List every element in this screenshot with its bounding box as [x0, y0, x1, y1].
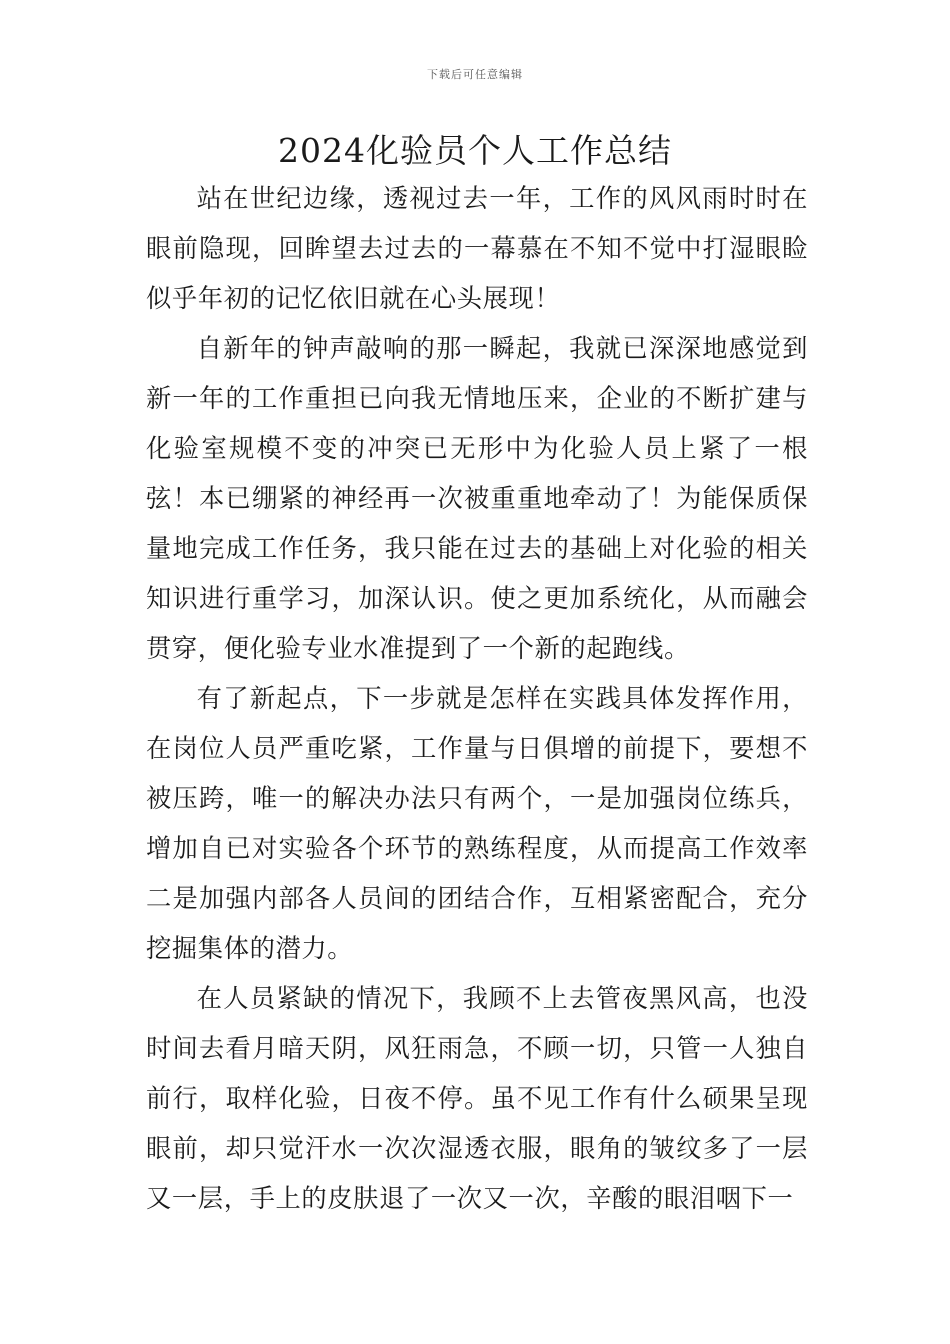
- paragraph-2: 自新年的钟声敲响的那一瞬起，我就已深深地感觉到新一年的工作重担已向我无情地压来，企业的不断扩建与化验室规模不变的冲突已无形中为化验人员上紧了一根弦！本已绷紧的神经再一次被重重地牵动了！为能保质保量地完成工作任务，我只能在过去的基础上对化验的相关知识进行重学习，加深认识。使之更加系统化，从而融会贯穿，便化验专业水准提到了一个新的起跑线。: [146, 334, 808, 663]
- paragraph-1: 站在世纪边缘，透视过去一年，工作的风风雨时时在眼前隐现，回眸望去过去的一幕慕在不知不觉中打湿眼睑似乎年初的记忆依旧就在心头展现！: [146, 184, 808, 313]
- paragraph-4: 在人员紧缺的情况下，我顾不上去管夜黑风高，也没时间去看月暗天阴，风狂雨急，不顾一切，只管一人独自前行，取样化验，日夜不停。虽不见工作有什么硕果呈现眼前，却只觉汗水一次次湿透衣服，眼角的皱纹多了一层又一层，手上的皮肤退了一次又一次，辛酸的眼泪咽下一: [146, 984, 808, 1213]
- paragraph-3: 有了新起点，下一步就是怎样在实践具体发挥作用，在岗位人员严重吃紧，工作量与日俱增的前提下，要想不被压跨，唯一的解决办法只有两个，一是加强岗位练兵，增加自已对实验各个环节的熟练程度，从而提高工作效率二是加强内部各人员间的团结合作，互相紧密配合，充分挖掘集体的潜力。: [146, 684, 808, 963]
- document-title: 2024化验员个人工作总结: [278, 131, 672, 170]
- document-body: [146, 174, 808, 1224]
- header-note: 下载后可任意编辑: [427, 68, 523, 81]
